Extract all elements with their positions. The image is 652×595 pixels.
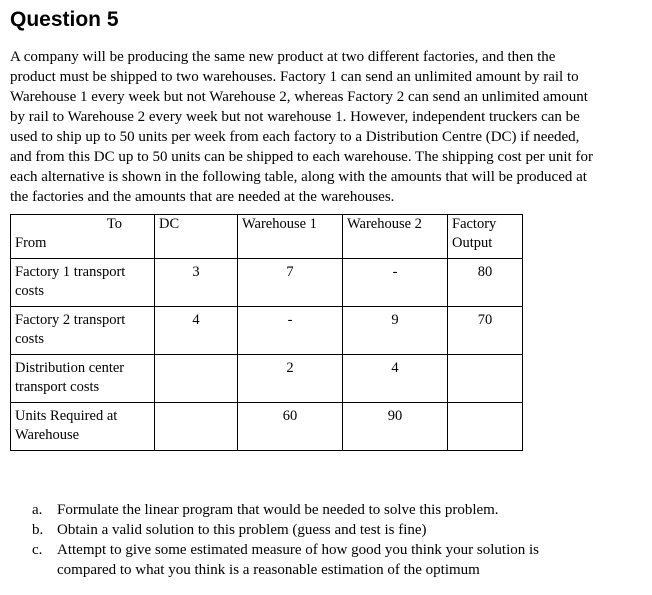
cell-warehouse-1: 7: [238, 259, 343, 307]
statement-line: used to ship up to 50 units per week from each factory to a Distribution Centre (DC) if needed,: [10, 129, 580, 145]
cell-warehouse-1: -: [238, 307, 343, 355]
header-factory-output: [448, 215, 523, 259]
statement-line: and from this DC up to 50 units can be shipped to each warehouse. The shipping cost per unit for: [10, 149, 593, 165]
cell-warehouse-2: 90: [343, 403, 448, 451]
row-label-line: Warehouse: [15, 427, 80, 443]
row-label: [11, 307, 155, 355]
statement-line: by rail to Warehouse 2 every week but not warehouse 1. However, independent truckers can be: [10, 109, 580, 125]
statement-line: the factories and the amounts that are needed at the warehouses.: [10, 189, 395, 205]
cell-dc: [155, 403, 238, 451]
header-output-line2: Output: [452, 235, 493, 251]
cell-output: [448, 403, 523, 451]
cell-warehouse-1: 2: [238, 355, 343, 403]
cell-output: 80: [448, 259, 523, 307]
header-dc: DC: [155, 215, 238, 259]
table-header-row: [11, 215, 523, 259]
sub-questions: [32, 500, 612, 580]
table-row: [11, 403, 523, 451]
header-warehouse-2: Warehouse 2: [343, 215, 448, 259]
statement-line: product must be shipped to two warehouses. Factory 1 can send an unlimited amount by rail to: [10, 69, 579, 85]
table-row: [11, 259, 523, 307]
statement-line: Warehouse 1 every week but not Warehouse 2, whereas Factory 2 can send an unlimited amount: [10, 89, 588, 105]
table-row: [11, 355, 523, 403]
cell-warehouse-2: -: [343, 259, 448, 307]
row-label: [11, 403, 155, 451]
row-label-line: Factory 2 transport: [15, 312, 126, 328]
sub-question: [32, 520, 612, 540]
question-title: Question 5: [10, 8, 119, 31]
row-label-line: costs: [15, 331, 44, 347]
cell-dc: 3: [155, 259, 238, 307]
header-corner-cell: [11, 215, 155, 259]
row-label-line: Distribution center: [15, 360, 125, 376]
cell-output: [448, 355, 523, 403]
header-to: To: [106, 216, 122, 232]
sub-question-marker: a.: [32, 502, 43, 518]
statement-line: A company will be producing the same new product at two different factories, and then the: [10, 49, 556, 65]
statement-line: each alternative is shown in the following table, along with the amounts that will be produced at: [10, 169, 587, 185]
cell-output: 70: [448, 307, 523, 355]
row-label-line: transport costs: [15, 379, 100, 395]
cell-dc: [155, 355, 238, 403]
sub-question: [32, 500, 612, 520]
table-row: [11, 307, 523, 355]
sub-question-text: Formulate the linear program that would be needed to solve this problem.: [57, 502, 499, 518]
row-label-line: costs: [15, 283, 44, 299]
row-label: [11, 259, 155, 307]
cell-dc: 4: [155, 307, 238, 355]
header-output-line1: Factory: [452, 216, 497, 232]
row-label-line: Units Required at: [15, 408, 118, 424]
row-label: [11, 355, 155, 403]
cell-warehouse-2: 4: [343, 355, 448, 403]
sub-question-marker: c.: [32, 542, 43, 558]
sub-question-text: Obtain a valid solution to this problem (guess and test is fine): [57, 522, 427, 538]
problem-statement: [10, 47, 640, 207]
sub-question-text: Attempt to give some estimated measure of how good you think your solution is: [57, 542, 540, 558]
header-warehouse-1: Warehouse 1: [238, 215, 343, 259]
cell-warehouse-1: 60: [238, 403, 343, 451]
sub-question-text: compared to what you think is a reasonable estimation of the optimum: [57, 562, 480, 578]
header-from: From: [15, 235, 47, 251]
sub-question: [32, 540, 612, 580]
sub-question-marker: b.: [32, 522, 44, 538]
cost-table: [10, 214, 523, 451]
cell-warehouse-2: 9: [343, 307, 448, 355]
row-label-line: Factory 1 transport: [15, 264, 126, 280]
